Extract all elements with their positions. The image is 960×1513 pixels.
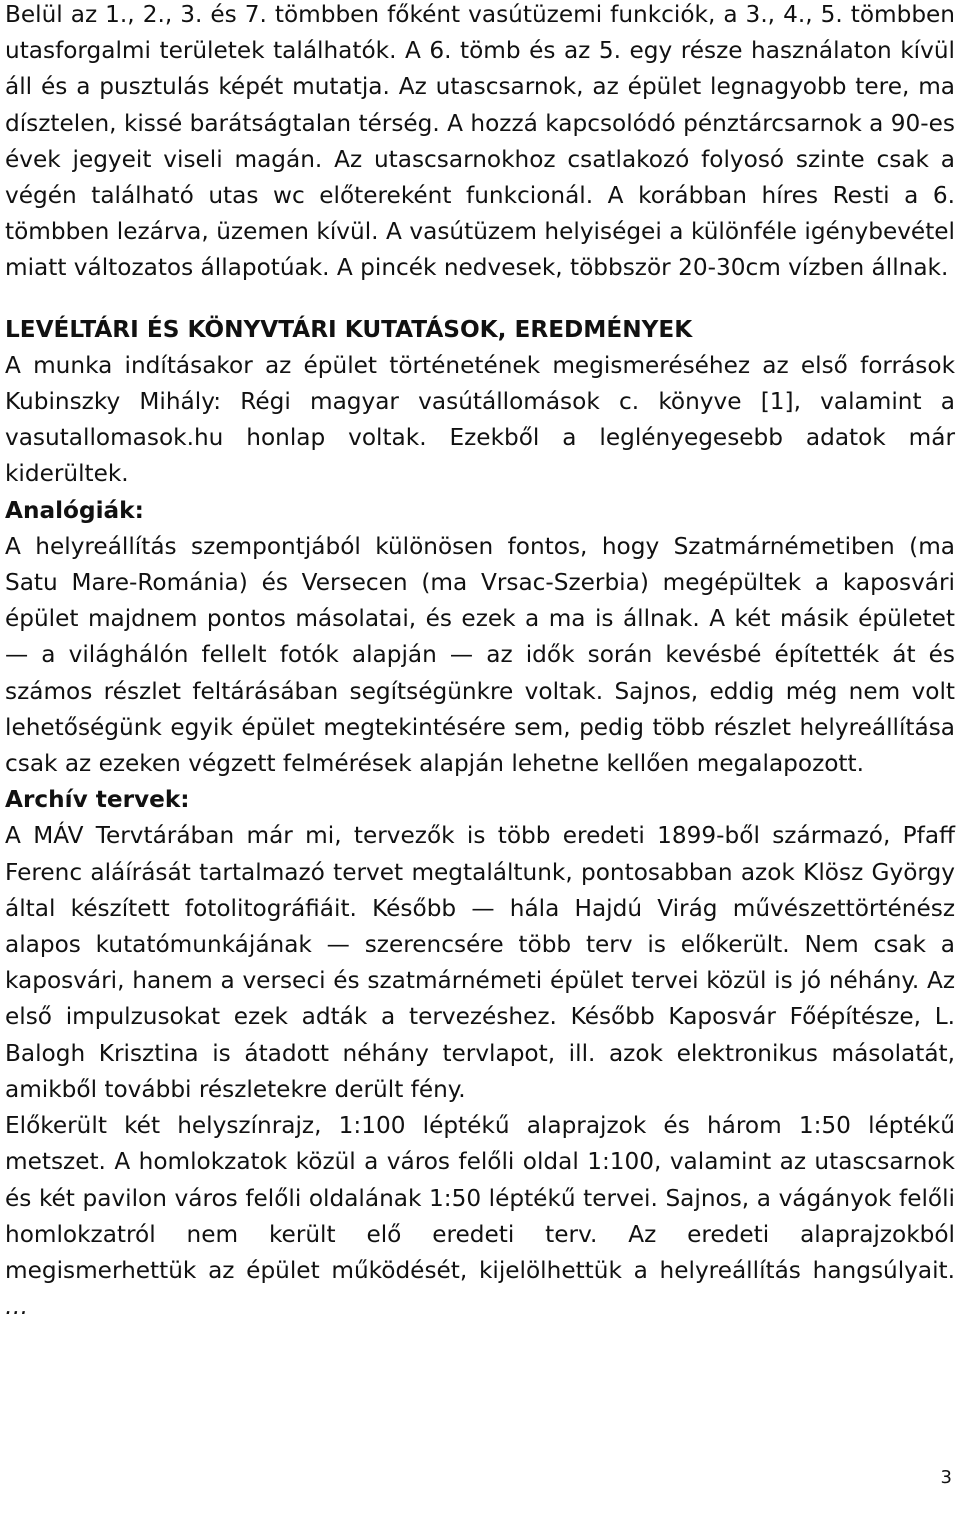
document-page	[5, 0, 955, 1325]
ellipsis-mark: …	[5, 1293, 29, 1321]
found-text: Előkerült két helyszínrajz, 1:100 léptékű alaprajzok és három 1:50 léptékű metszet. A homlokzatok közül a város felőli oldal 1:100, valamint az utascsarnok és két pavilon város felőli oldalának 1:50 léptékű tervei. Sajnos, a vágányok felőli homlokzatról nem került elő eredeti terv. Az eredeti alaprajzokból megismerhettük az épület működését, kijelölhettük a helyreállítás hangsúlyait.	[5, 1112, 955, 1284]
section-heading: LEVÉLTÁRI ÉS KÖNYVTÁRI KUTATÁSOK, EREDMÉNYEK	[5, 315, 693, 343]
research-paragraph: A munka indításakor az épület történetének megismeréséhez az első források Kubinszky Mihály: Régi magyar vasútállomások c. könyve [1], valamint a vasutallomasok.hu honlap voltak. Ezekből a leglényegesebb adatok már kiderültek.	[5, 351, 955, 488]
archive-paragraph: A MÁV Tervtárában már mi, tervezők is több eredeti 1899-ből származó, Pfaff Ferenc aláírását tartalmazó tervet megtaláltunk, pontosabban azok Klösz György által készített fotolitográfiáit. Később — hála Hajdú Virág művészettörténész alapos kutatómunkájának — szerencsére több terv is előkerült. Nem csak a kaposvári, hanem a verseci és szatmárnémeti épület tervei közül is jó néhány. Az első impulzusokat ezek adták a tervezéshez. Később Kaposvár Főépítésze, L. Balogh Krisztina is átadott néhány tervlapot, ill. azok elektronikus másolatát, amikből további részletekre derült fény.	[5, 822, 955, 1103]
analogies-paragraph: A helyreállítás szempontjából különösen fontos, hogy Szatmárnémetiben (ma Satu Mare-Románia) és Versecen (ma Vrsac-Szerbia) megépültek a kaposvári épület majdnem pontos másolatai, és ezek a ma is állnak. A két másik épületet — a világhálón fellelt fotók alapján — az idők során kevésbé építették át és számos részlet feltárásában segítségünkre voltak. Sajnos, eddig még nem volt lehetőségünk egyik épület megtekintésére sem, pedig több részlet helyreállítása csak az ezeken végzett felmérések alapján lehetne kellően megalapozott.	[5, 532, 955, 778]
page-number: 3	[940, 1467, 952, 1488]
found-paragraph	[5, 1108, 955, 1325]
intro-paragraph: Belül az 1., 2., 3. és 7. tömbben főként vasútüzemi funkciók, a 3., 4., 5. tömbben utasforgalmi területek találhatók. A 6. tömb és az 5. egy része használaton kívül áll és a pusztulás képét mutatja. Az utascsarnok, az épület legnagyobb tere, ma dísztelen, kissé barátságtalan térség. A hozzá kapcsolódó pénztárcsarnok a 90-es évek jegyeit viseli magán. Az utascsarnokhoz csatlakozó folyosó szinte csak a végén található utas wc előtereként funkcionál. A korábban híres Resti a 6. tömbben lezárva, üzemen kívül. A vasútüzem helyiségei a különféle igénybevétel miatt változatos állapotúak. A pincék nedvesek, többször 20-30cm vízben állnak.	[5, 1, 955, 282]
archive-heading: Archív tervek:	[5, 786, 190, 814]
analogies-heading: Analógiák:	[5, 496, 144, 524]
